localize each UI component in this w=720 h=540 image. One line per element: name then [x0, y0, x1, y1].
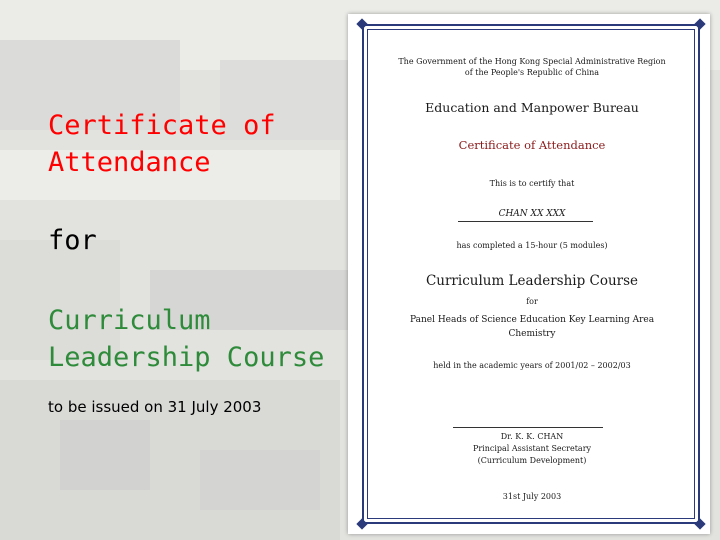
heading-line-1: Certificate of [48, 110, 276, 141]
cert-completed-text: has completed a 15-hour (5 modules) [456, 241, 608, 250]
issued-date-note: to be issued on 31 July 2003 [48, 398, 262, 416]
cert-header-line-1: The Government of the Hong Kong Special Administrative Region [398, 57, 666, 66]
course-line-2: Leadership Course [48, 342, 325, 373]
cert-header-line-2: of the People's Republic of China [464, 68, 600, 77]
for-label: for [48, 225, 97, 256]
cert-signatory-dept: (Curriculum Development) [477, 456, 587, 465]
signature-line [453, 427, 603, 428]
cert-audience-line-1: Panel Heads of Science Education Key Learning Area [409, 315, 655, 325]
cert-course-name: Curriculum Leadership Course [425, 273, 639, 289]
name-underline [458, 221, 593, 222]
cert-held-text: held in the academic years of 2001/02 – 2002/03 [433, 361, 631, 370]
certificate-image [348, 14, 710, 534]
course-line-1: Curriculum [48, 305, 211, 336]
cert-signatory-title: Principal Assistant Secretary [472, 444, 592, 453]
cert-for-text: for [526, 297, 538, 306]
cert-audience-line-2: Chemistry [508, 329, 556, 339]
cert-recipient-name: CHAN XX XXX [498, 209, 566, 219]
heading-line-2: Attendance [48, 147, 211, 178]
cert-title: Certificate of Attendance [458, 138, 606, 152]
cert-signatory-name: Dr. K. K. CHAN [500, 432, 564, 441]
cert-certify-text: This is to certify that [489, 179, 575, 188]
cert-bureau: Education and Manpower Bureau [425, 100, 639, 115]
cert-issue-date: 31st July 2003 [502, 492, 562, 501]
